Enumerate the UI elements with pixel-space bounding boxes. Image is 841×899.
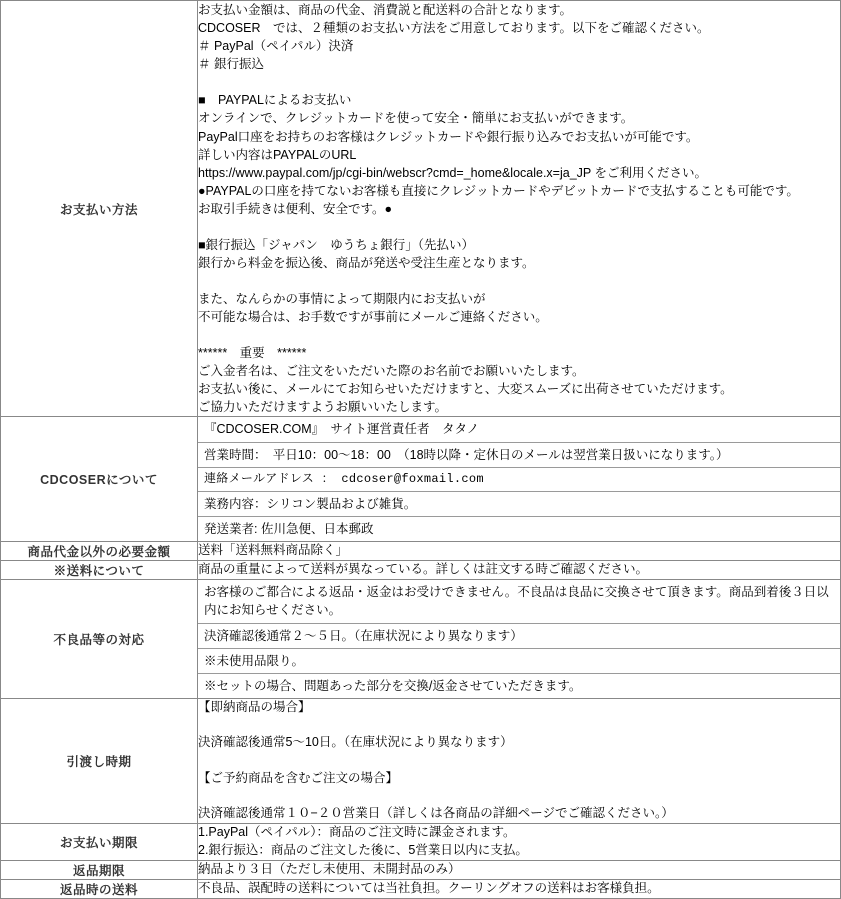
text-line: 【即納商品の場合】 [198, 699, 311, 714]
text-line: オンラインで、クレジットカードを使って安全・簡単にお支払いができます。 [198, 111, 634, 126]
text-line: 決済確認後通常5〜10日。（在庫状況により異なります） [198, 735, 513, 750]
text-line: 銀行から料金を振込後、商品が発送や受注生産となります。 [198, 256, 535, 270]
text-line: お支払い金額は、商品の代金、消費説と配送料の合計となります。 [198, 3, 573, 17]
spacer [198, 788, 840, 806]
text-line: 詳しい内容はPAYPALのURL [198, 147, 357, 162]
spacer [198, 752, 840, 770]
text-line: ご入金者名は、ご注文をいただいた際のお名前でお願いいたします。 [198, 364, 585, 378]
row-value-return-shipping: 不良品、誤配時の送料については当社負担。クーリングオフの送料はお客様負担。 [198, 879, 841, 898]
defect-line-unused: ※未使用品限り。 [198, 648, 840, 673]
text-line: 不可能な場合は、お手数ですが事前にメールご連絡ください。 [198, 310, 548, 324]
table-row [1, 580, 841, 699]
spacer [198, 272, 840, 290]
row-label-about-cdcoser: CDCOSERについて [1, 417, 198, 542]
row-value-payment-method [198, 1, 841, 417]
defect-line-timing: 決済確認後通常２〜５日。（在庫状況により異なります） [198, 623, 840, 648]
text-line: CDCOSER では、２種類のお支払い方法をご用意しております。以下をご確認ください。 [198, 21, 710, 36]
table-row [1, 698, 841, 823]
table-row [1, 860, 841, 879]
row-value-defective-handling [198, 580, 841, 699]
table-row [1, 561, 841, 580]
defect-line-policy: お客様のご都合による返品・返金はお受けできません。不良品は良品に交換させて頂きます。商品到着後３日以内にお知らせください。 [204, 585, 829, 618]
text-line: 決済確認後通常１０−２０営業日（詳しくは各商品の詳細ページでご確認ください。） [198, 806, 674, 821]
spacer [198, 74, 840, 92]
row-value-about-cdcoser [198, 417, 841, 542]
about-line-email: 連絡メールアドレス ： cdcoser@foxmail.com [198, 467, 840, 491]
row-value-shipping-fee: 商品の重量によって送料が異なっている。詳しくは註文する時ご確認ください。 [198, 561, 841, 580]
text-line: PayPal口座をお持ちのお客様はクレジットカードや銀行振り込みでお支払いが可能です。 [198, 129, 699, 144]
about-line-hours: 営業時間： 平日10：00〜18：00 （18時以降・定休日のメールは翌営業日扱いになります。） [198, 442, 840, 467]
text-line: 【ご予約商品を含むご注文の場合】 [198, 770, 399, 785]
text-line: お支払い後に、メールにてお知らせいただけますと、大変スムーズに出荷させていただけます。 [198, 382, 733, 397]
row-label-return-deadline: 返品期限 [1, 860, 198, 879]
text-line: お取引手続きは便利、安全です。● [198, 202, 393, 216]
table-row [1, 879, 841, 898]
spacer [198, 218, 840, 236]
row-value-extra-fees: 送料「送料無料商品除く」 [198, 542, 841, 561]
text-line: また、なんらかの事情によって期限内にお支払いが [198, 291, 486, 306]
defect-line-set: ※セットの場合、問題あった部分を交換/返金させていただきます。 [198, 673, 840, 698]
text-line: ■銀行振込「ジャパン ゆうちょ銀行」（先払い） [198, 237, 475, 252]
row-label-payment-method: お支払い方法 [1, 1, 198, 417]
text-line: ＃ 銀行振込 [198, 57, 264, 72]
row-label-return-shipping: 返品時の送料 [1, 879, 198, 898]
text-line: ■ PAYPALによるお支払い [198, 93, 352, 108]
text-line: 2.銀行振込：商品のご注文した後に、5営業日以内に支払。 [198, 842, 528, 857]
text-line: 1.PayPal（ペイパル）：商品のご注文時に課金されます。 [198, 825, 516, 840]
about-line-owner: 『CDCOSER.COM』 サイト運営責任者 タタノ [204, 422, 480, 437]
table-row [1, 417, 841, 542]
row-label-defective-handling: 不良品等の対応 [1, 580, 198, 699]
row-value-delivery-time [198, 698, 841, 823]
row-value-return-deadline: 納品より３日（ただし未使用、未開封品のみ） [198, 860, 841, 879]
text-line: ****** 重要 ****** [198, 345, 307, 360]
row-label-shipping-fee: ※送料について [1, 561, 198, 580]
text-line: ●PAYPALの口座を持てないお客様も直接にクレジットカードやデビットカードで支払することも可能です。 [198, 183, 799, 198]
row-label-delivery-time: 引渡し時期 [1, 698, 198, 823]
row-label-payment-deadline: お支払い期限 [1, 824, 198, 861]
spacer [198, 717, 840, 735]
row-label-extra-fees: 商品代金以外の必要金額 [1, 542, 198, 561]
about-line-carrier: 発送業者: 佐川急便、日本郵政 [198, 516, 840, 541]
text-line: ご協力いただけますようお願いいたします。 [198, 400, 448, 415]
text-line: ＃ PayPal（ペイパル）決済 [198, 39, 354, 54]
table-row [1, 542, 841, 561]
spacer [198, 326, 840, 344]
paypal-url-line: https://www.paypal.com/jp/cgi-bin/webscr?cmd=_home&locale.x=ja_JP をご利用ください。 [198, 165, 707, 180]
about-line-business: 業務内容：シリコン製品および雑貨。 [198, 491, 840, 516]
table-row [1, 1, 841, 417]
row-value-payment-deadline [198, 824, 841, 861]
table-row [1, 824, 841, 861]
